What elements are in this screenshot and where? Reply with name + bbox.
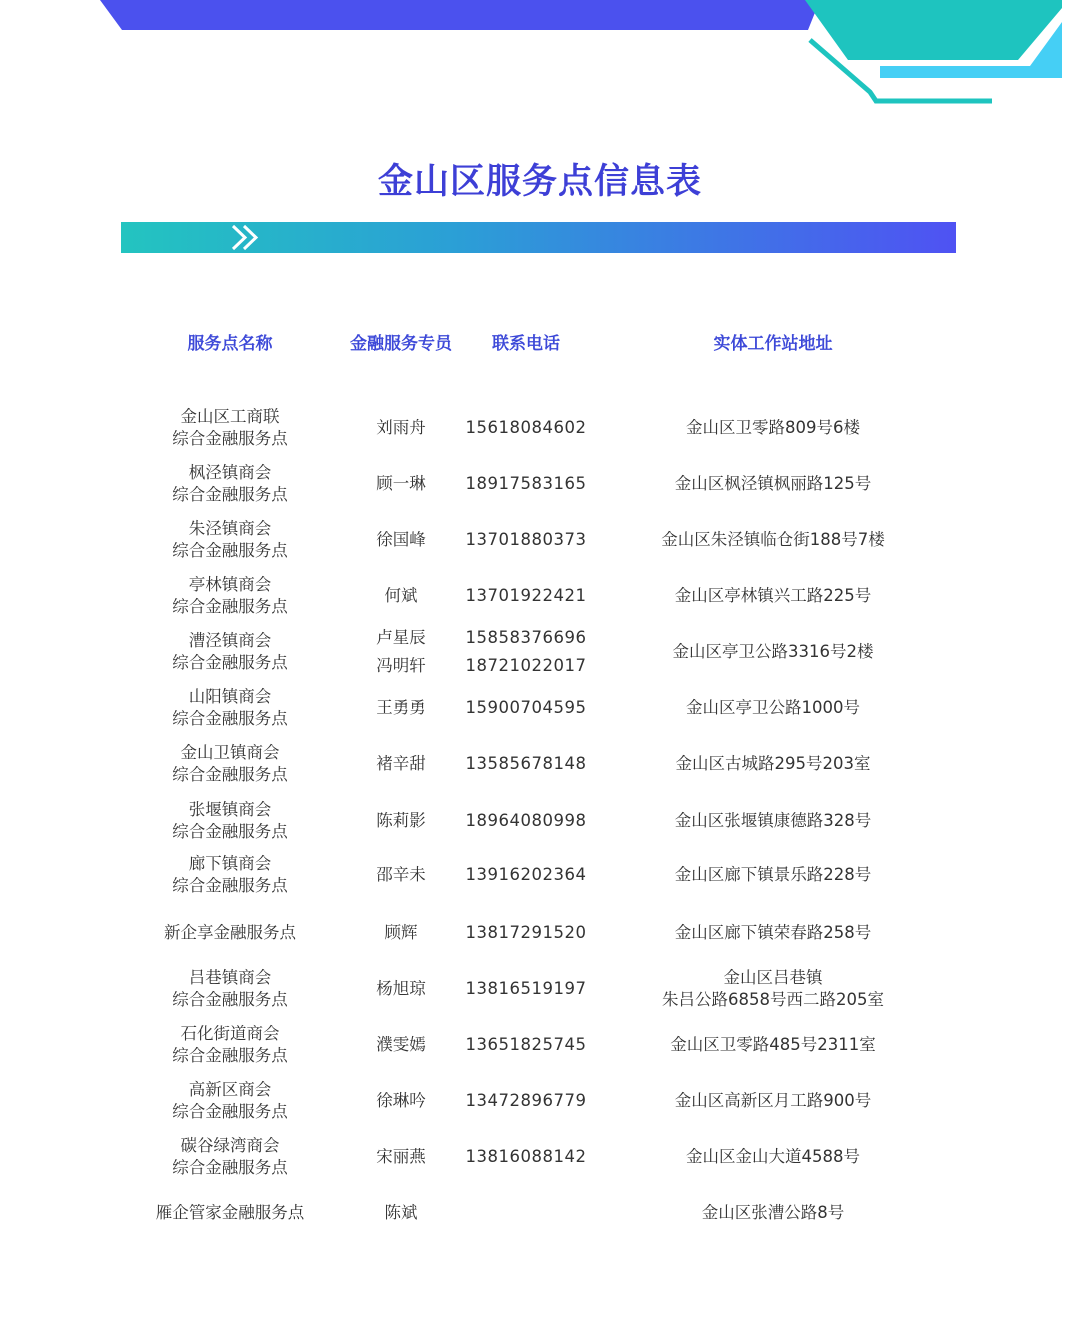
service-point-name: 亭林镇商会 <box>188 575 272 594</box>
address: 金山区古城路295号203室 <box>675 754 871 773</box>
header-address: 实体工作站地址 <box>713 334 833 354</box>
phone-number-cell <box>456 460 596 508</box>
address-cell <box>623 740 923 788</box>
address: 金山区亭卫公路1000号 <box>686 698 860 717</box>
staff-name-cell <box>356 965 446 1013</box>
staff-name-cell <box>356 909 446 957</box>
service-point-name: 金山卫镇商会 <box>180 743 280 762</box>
staff-name: 濮雯嫣 <box>376 1035 426 1054</box>
address: 金山区廊下镇景乐路228号 <box>674 865 872 884</box>
page-title: 金山区服务点信息表 <box>377 162 702 202</box>
staff-name-cell <box>356 1077 446 1125</box>
staff-name-cell <box>356 1133 446 1181</box>
phone-number: 13816519197 <box>465 979 587 998</box>
service-point-name: 综合金融服务点 <box>172 653 288 672</box>
table-row <box>0 516 1080 564</box>
staff-name-cell <box>356 572 446 620</box>
service-point-name: 吕巷镇商会 <box>188 968 272 987</box>
address-cell <box>623 1189 923 1237</box>
table-row <box>0 684 1080 732</box>
address-cell <box>623 516 923 564</box>
address: 金山区廊下镇荣春路258号 <box>674 923 872 942</box>
staff-name: 褚辛甜 <box>376 754 426 773</box>
table-row <box>0 628 1080 676</box>
table-row <box>0 909 1080 957</box>
service-point-name-cell <box>130 1021 330 1069</box>
service-point-name-cell <box>130 460 330 508</box>
table-row <box>0 1077 1080 1125</box>
header-staff: 金融服务专员 <box>350 334 452 354</box>
staff-name: 陈莉影 <box>376 811 426 830</box>
blue-stripe <box>100 0 820 30</box>
phone-number-cell <box>456 1133 596 1181</box>
phone-number-cell <box>456 797 596 845</box>
service-point-name: 新企享金融服务点 <box>164 923 296 942</box>
staff-name: 冯明轩 <box>376 656 426 675</box>
phone-number: 13817291520 <box>465 923 587 942</box>
header-phone: 联系电话 <box>492 334 560 354</box>
phone-number-cell <box>456 909 596 957</box>
phone-number: 13701880373 <box>465 530 587 549</box>
phone-number: 18917583165 <box>465 474 587 493</box>
phone-number: 18964080998 <box>465 811 587 830</box>
phone-number-cell <box>456 1077 596 1125</box>
address-cell <box>623 684 923 732</box>
table-row <box>0 460 1080 508</box>
table-row <box>0 797 1080 845</box>
staff-name: 王勇勇 <box>376 698 426 717</box>
service-point-name: 山阳镇商会 <box>188 687 272 706</box>
service-point-name: 张堰镇商会 <box>188 800 272 819</box>
table-row <box>0 1133 1080 1181</box>
address-cell <box>623 1021 923 1069</box>
teal-block <box>805 0 1062 60</box>
address-cell <box>623 628 923 676</box>
staff-name-cell <box>356 1189 446 1237</box>
service-point-name: 综合金融服务点 <box>172 1158 288 1177</box>
phone-number-cell <box>456 628 596 676</box>
service-point-name-cell <box>130 572 330 620</box>
service-point-name-cell <box>130 909 330 957</box>
service-point-name-cell <box>130 628 330 676</box>
address: 金山区枫泾镇枫丽路125号 <box>674 474 872 493</box>
service-point-name-cell <box>130 1133 330 1181</box>
header-decoration <box>0 0 1080 120</box>
service-point-name: 综合金融服务点 <box>172 541 288 560</box>
service-point-name: 综合金融服务点 <box>172 822 288 841</box>
service-point-name: 朱泾镇商会 <box>188 519 272 538</box>
service-point-name: 综合金融服务点 <box>172 1046 288 1065</box>
service-point-name: 枫泾镇商会 <box>188 463 272 482</box>
double-chevron-icon <box>229 222 289 253</box>
service-point-name: 金山区工商联 <box>180 407 280 426</box>
title-banner <box>121 222 956 253</box>
staff-name: 卢星辰 <box>376 628 426 647</box>
phone-number: 15618084602 <box>465 418 587 437</box>
service-point-name: 综合金融服务点 <box>172 765 288 784</box>
service-point-name: 综合金融服务点 <box>172 429 288 448</box>
staff-name: 徐琳吟 <box>376 1091 426 1110</box>
service-point-name: 综合金融服务点 <box>172 709 288 728</box>
address-cell <box>623 965 923 1013</box>
staff-name: 杨旭琼 <box>376 979 426 998</box>
address-cell <box>623 1077 923 1125</box>
service-point-name: 综合金融服务点 <box>172 990 288 1009</box>
phone-number: 13701922421 <box>465 586 587 605</box>
staff-name-cell <box>356 1021 446 1069</box>
address: 金山区卫零路809号6楼 <box>686 418 860 437</box>
service-point-name: 高新区商会 <box>188 1080 272 1099</box>
table-row <box>0 1021 1080 1069</box>
address: 金山区亭卫公路3316号2楼 <box>672 642 874 661</box>
service-point-name: 漕泾镇商会 <box>188 631 272 650</box>
address: 朱吕公路6858号西二路205室 <box>662 990 884 1009</box>
phone-number-cell <box>456 740 596 788</box>
service-point-name: 综合金融服务点 <box>172 1102 288 1121</box>
service-point-name-cell <box>130 684 330 732</box>
staff-name-cell <box>356 516 446 564</box>
service-point-name-cell <box>130 797 330 845</box>
staff-name-cell <box>356 740 446 788</box>
phone-number-cell <box>456 965 596 1013</box>
staff-name: 刘雨舟 <box>376 418 426 437</box>
table-row <box>0 404 1080 452</box>
address: 金山区卫零路485号2311室 <box>670 1035 876 1054</box>
service-point-name: 石化街道商会 <box>180 1024 280 1043</box>
service-point-name: 综合金融服务点 <box>172 597 288 616</box>
phone-number: 13472896779 <box>465 1091 587 1110</box>
address-cell <box>623 851 923 899</box>
service-point-name-cell <box>130 851 330 899</box>
table-row <box>0 965 1080 1013</box>
staff-name: 邵辛未 <box>376 865 426 884</box>
phone-number: 15858376696 <box>465 628 587 647</box>
address: 金山区高新区月工路900号 <box>674 1091 872 1110</box>
phone-number-cell <box>456 851 596 899</box>
service-point-name: 廊下镇商会 <box>188 854 272 873</box>
address: 金山区吕巷镇 <box>723 968 823 987</box>
phone-number: 13651825745 <box>465 1035 587 1054</box>
service-point-name: 综合金融服务点 <box>172 876 288 895</box>
service-point-name-cell <box>130 740 330 788</box>
staff-name: 顾辉 <box>384 923 418 942</box>
phone-number-cell <box>456 516 596 564</box>
phone-number: 15900704595 <box>465 698 587 717</box>
staff-name-cell <box>356 797 446 845</box>
service-point-name-cell <box>130 1077 330 1125</box>
service-point-name-cell <box>130 404 330 452</box>
staff-name-cell <box>356 460 446 508</box>
service-point-name: 雁企管家金融服务点 <box>155 1203 305 1222</box>
address: 金山区朱泾镇临仓街188号7楼 <box>661 530 885 549</box>
address-cell <box>623 572 923 620</box>
staff-name-cell <box>356 628 446 676</box>
table-row <box>0 740 1080 788</box>
staff-name: 徐国峰 <box>376 530 426 549</box>
service-point-name-cell <box>130 1189 330 1237</box>
staff-name-cell <box>356 851 446 899</box>
phone-number-cell <box>456 1021 596 1069</box>
address-cell <box>623 909 923 957</box>
address: 金山区亭林镇兴工路225号 <box>674 586 872 605</box>
service-point-name: 综合金融服务点 <box>172 485 288 504</box>
address: 金山区张堰镇康德路328号 <box>674 811 872 830</box>
staff-name: 何斌 <box>384 586 418 605</box>
header-name: 服务点名称 <box>187 334 273 354</box>
service-point-name: 碳谷绿湾商会 <box>180 1136 280 1155</box>
table-row <box>0 1189 1080 1237</box>
address-cell <box>623 460 923 508</box>
phone-number-cell <box>456 404 596 452</box>
address-cell <box>623 1133 923 1181</box>
phone-number-cell <box>456 1189 596 1237</box>
phone-number: 18721022017 <box>465 656 587 675</box>
address: 金山区张漕公路8号 <box>701 1203 845 1222</box>
address: 金山区金山大道4588号 <box>686 1147 860 1166</box>
staff-name: 顾一琳 <box>376 474 426 493</box>
table-row <box>0 851 1080 899</box>
service-point-name-cell <box>130 516 330 564</box>
table-row <box>0 572 1080 620</box>
address-cell <box>623 797 923 845</box>
phone-number-cell <box>456 572 596 620</box>
staff-name: 宋丽燕 <box>376 1147 426 1166</box>
staff-name-cell <box>356 404 446 452</box>
staff-name-cell <box>356 684 446 732</box>
phone-number: 13585678148 <box>465 754 587 773</box>
staff-name: 陈斌 <box>384 1203 418 1222</box>
address-cell <box>623 404 923 452</box>
phone-number: 13816088142 <box>465 1147 587 1166</box>
phone-number: 13916202364 <box>465 865 587 884</box>
service-point-name-cell <box>130 965 330 1013</box>
phone-number-cell <box>456 684 596 732</box>
